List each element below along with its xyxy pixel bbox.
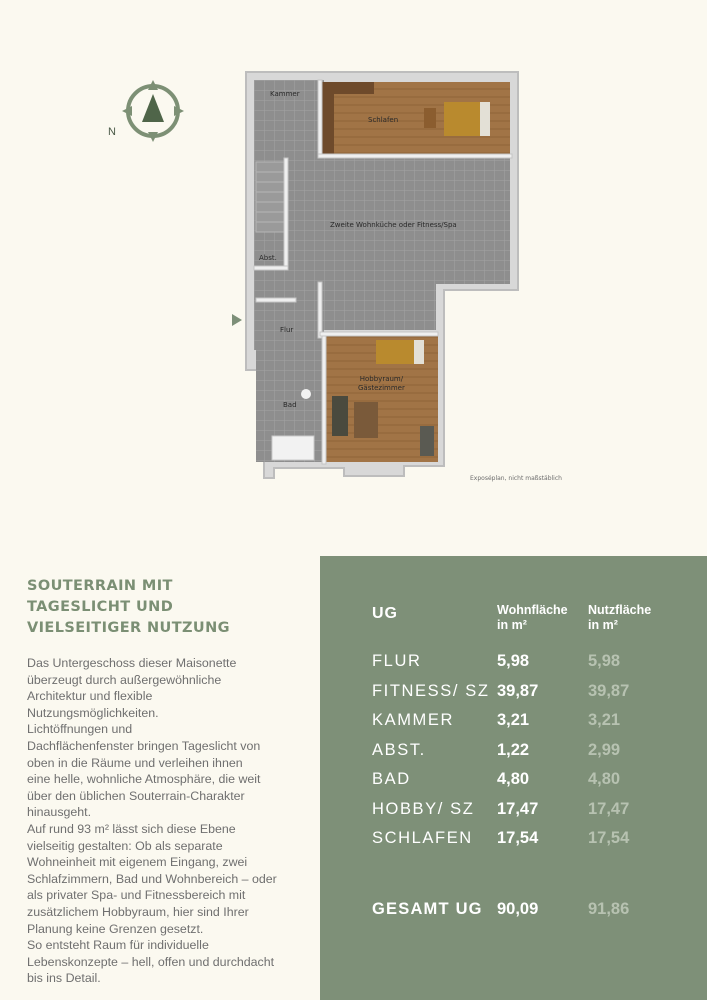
room-name: FITNESS/ SZ: [372, 681, 490, 700]
nutzflaeche-header-line: Nutzfläche: [588, 603, 652, 617]
area-row: [320, 770, 707, 800]
room-name: SCHLAFEN: [372, 829, 473, 847]
body-line: So entsteht Raum für individuelle: [27, 938, 209, 953]
wohnflaeche-value: 5,98: [497, 652, 530, 670]
nutzflaeche-value: 4,80: [588, 770, 621, 788]
area-row: [320, 741, 707, 771]
room-name: ABST.: [372, 740, 426, 759]
nutzflaeche-value: 39,87: [588, 681, 630, 700]
body-line: überzeugt durch außergewöhnliche: [27, 672, 222, 687]
nutzflaeche-value: 5,98: [588, 652, 621, 670]
body-line: Lebenskonzepte – hell, offen und durchdacht: [27, 954, 275, 969]
body-line: Planung keine Grenzen gesetzt.: [27, 921, 204, 936]
body-line: Dachflächenfenster bringen Tageslicht von: [27, 738, 261, 753]
section-heading: [27, 576, 297, 639]
room-label-hobby-line1: Hobbyraum/: [359, 375, 404, 383]
body-line: eine helle, wohnliche Atmosphäre, die weit: [27, 772, 261, 787]
area-row: [320, 682, 707, 712]
wohnflaeche-header-line: in m²: [497, 618, 527, 632]
wohnflaeche-value: 39,87: [497, 681, 539, 700]
room-label-bad: Bad: [283, 401, 297, 409]
body-line: oben in die Räume und verleihen ihnen: [27, 755, 243, 770]
total-nutzflaeche: 91,86: [588, 900, 630, 918]
body-line: als privater Spa- und Fitnessbereich mit: [27, 888, 246, 903]
nutzflaeche-value: 3,21: [588, 711, 621, 729]
compass-icon: [104, 78, 190, 144]
nutzflaeche-header-line: in m²: [588, 618, 618, 632]
room-name: FLUR: [372, 652, 422, 670]
room-label-schlafen: Schlafen: [368, 116, 399, 124]
total-wohnflaeche: 90,09: [497, 900, 539, 918]
room-label-flur: Flur: [280, 326, 294, 334]
nutzflaeche-value: 2,99: [588, 740, 621, 759]
body-line: zusätzlichem Hobbyraum, hier sind Ihrer: [27, 904, 249, 919]
body-line: Schlafzimmern, Bad und Wohnbereich – oder: [27, 871, 277, 886]
wohnflaeche-header-line: Wohnfläche: [497, 603, 568, 617]
room-label-kammer: Kammer: [270, 90, 300, 98]
body-line: Auf rund 93 m² lässt sich diese Ebene: [27, 821, 236, 836]
area-row: [320, 652, 707, 682]
area-table-panel: [320, 556, 707, 1000]
area-row: [320, 829, 707, 859]
body-line: vielseitig gestalten: Ob als separate: [27, 838, 223, 853]
total-label: GESAMT UG: [372, 900, 483, 918]
room-name: HOBBY/ SZ: [372, 799, 475, 818]
wohnflaeche-value: 17,54: [497, 829, 539, 847]
area-row: [320, 800, 707, 830]
description-text: [27, 655, 299, 987]
heading-line: TAGESLICHT UND: [27, 599, 174, 615]
body-line: bis ins Detail.: [27, 971, 101, 986]
body-line: Lichtöffnungen und: [27, 722, 133, 737]
nutzflaeche-value: 17,54: [588, 829, 630, 847]
total-row: [320, 900, 707, 930]
north-label: N: [108, 126, 116, 138]
area-table-title: UG: [372, 605, 398, 622]
nutzflaeche-header: [588, 603, 651, 633]
body-line: hinausgeht.: [27, 805, 92, 820]
body-line: Das Untergeschoss dieser Maisonette: [27, 656, 237, 670]
room-label-hobby-line2: Gästezimmer: [358, 384, 405, 392]
wohnflaeche-value: 17,47: [497, 799, 539, 818]
body-line: Wohneinheit mit eigenem Eingang, zwei: [27, 855, 248, 870]
entrance-arrow-icon: [232, 314, 242, 326]
floor-plan-drawing: [244, 70, 520, 482]
heading-line: VIELSEITIGER NUTZUNG: [27, 620, 230, 636]
wohnflaeche-value: 1,22: [497, 740, 530, 759]
body-line: über den üblichen Souterrain-Charakter: [27, 788, 245, 803]
body-line: Nutzungsmöglichkeiten.: [27, 705, 159, 720]
room-name: KAMMER: [372, 711, 455, 729]
room-label-abst: Abst.: [259, 254, 277, 262]
area-row: [320, 711, 707, 741]
body-line: Architektur und flexible: [27, 689, 153, 704]
plan-disclaimer: Exposéplan, nicht maßstäblich: [470, 475, 562, 482]
floor-plan: [244, 70, 520, 482]
nutzflaeche-value: 17,47: [588, 799, 630, 818]
room-label-hobby: [358, 375, 405, 393]
heading-line: SOUTERRAIN MIT: [27, 578, 173, 594]
wohnflaeche-value: 4,80: [497, 770, 530, 788]
room-label-fitness: Zweite Wohnküche oder Fitness/Spa: [330, 221, 457, 229]
wohnflaeche-header: [497, 603, 568, 633]
wohnflaeche-value: 3,21: [497, 711, 530, 729]
room-name: BAD: [372, 770, 411, 788]
